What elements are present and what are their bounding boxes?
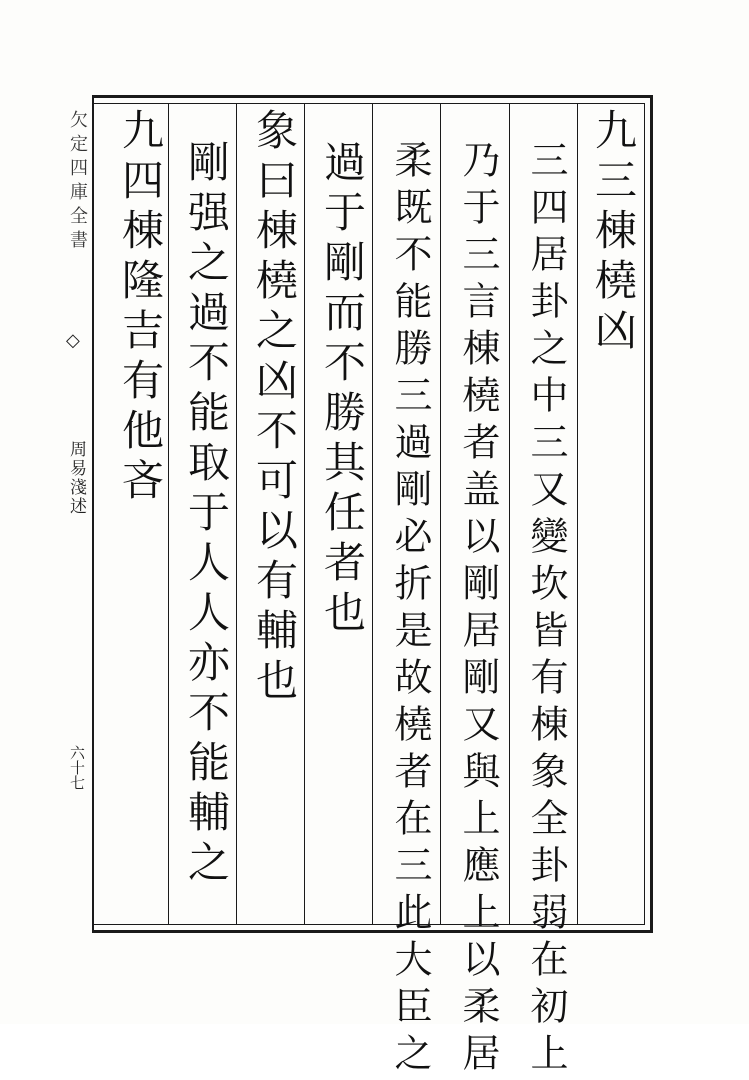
text-column-1: 九三棟橈凶 [589,108,638,358]
fishtail-mark: ◇ [66,330,80,351]
text-column-8: 九四棟隆吉有他吝 [116,108,165,508]
text-column-3: 乃于三言棟橈者盖以剛居剛又與上應上以柔居 [456,140,500,1080]
column-rule [372,103,373,925]
text-column-4: 柔既不能勝三過剛必折是故橈者在三此大臣之 [388,140,432,1080]
text-column-2: 三四居卦之中三又變坎皆有棟象全卦弱在初上 [524,140,568,1080]
column-rule [304,103,305,925]
margin-page-number: 六十七 [68,745,86,790]
column-rule [509,103,510,925]
column-rule [236,103,237,925]
text-column-5: 過于剛而不勝其任者也 [318,140,367,640]
margin-book-title: 周易淺述 [66,440,86,516]
column-rule [577,103,578,925]
column-rule [440,103,441,925]
margin-edge-text: 欠定四庫全書 [67,110,88,254]
text-column-6: 象曰棟橈之凶不可以有輔也 [250,108,299,708]
text-column-7: 剛强之過不能取于人人亦不能輔之 [182,140,231,890]
